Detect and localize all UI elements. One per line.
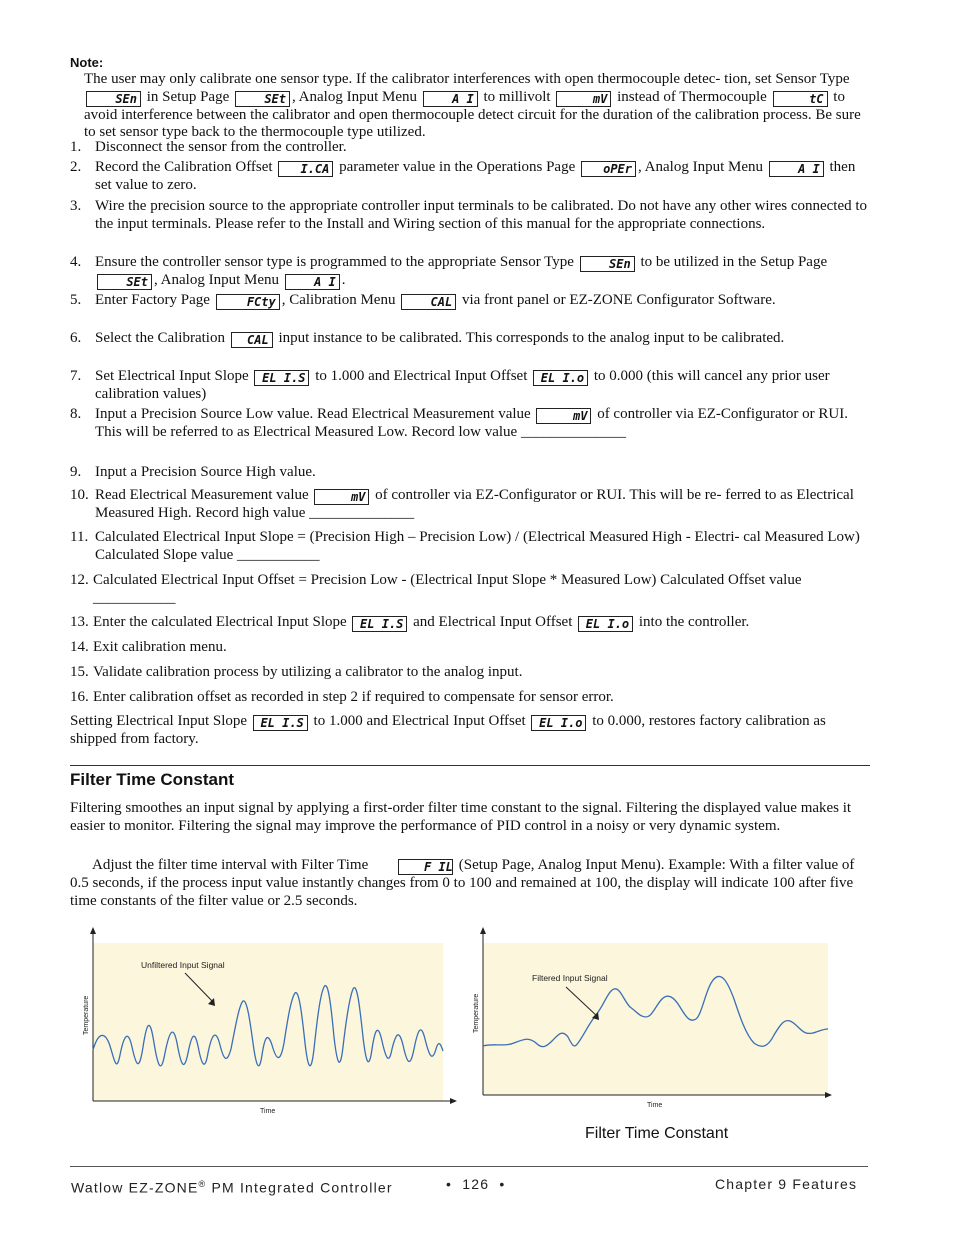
step-number: 5. [70,292,82,308]
step-number: 16. [70,689,89,705]
lcd-analog-input-menu: A I [769,161,824,177]
step-number: 1. [70,139,82,155]
lcd-thermocouple: tC [773,91,828,107]
step-text-part: to 1.000 and Electrical Input Offset [315,368,528,384]
step-number: 3. [70,198,82,214]
step-text [95,368,870,404]
annotation-label: Unfiltered Input Signal [141,960,225,970]
note-text: to millivolt [483,88,551,105]
step-text-part: , Analog Input Menu [638,159,763,175]
step-text-part: of controller via EZ-Configurator or RUI. This will be re- ferred to as Electrical Measured High. Record high value ______________ [95,487,854,521]
step-text: Validate calibration process by utilizing a calibrator to the analog input. [93,664,523,680]
step-text [95,159,870,195]
step-text-part: . [341,272,346,288]
step-text [95,292,870,310]
lcd-sensor-type: SEn [86,91,141,107]
filtered-signal-chart [474,925,839,1115]
footer-product [71,1176,393,1197]
filter-paragraph-2 [70,857,870,910]
section-title: Filter Time Constant [70,770,235,789]
lcd-electrical-measurement: mV [314,489,369,505]
step-text-part: Enter Factory Page [95,292,210,308]
step-text-part: into the controller. [638,614,750,630]
restore-text: to 0.000, restores factory calibration as shipped from factory. [70,713,826,747]
step-number: 6. [70,330,82,346]
step-text-part: to be utilized in the Setup Page [640,254,828,270]
step-text: Input a Precision Source High value. [95,464,316,480]
step-text-part: to 0.000 (this will cancel any prior user calibration values) [95,368,830,402]
x-axis-arrow [825,1092,832,1098]
filter-paragraph-1: Filtering smoothes an input signal by applying a first-order filter time constant to the signal. Filtering the displayed value makes it easier to monitor. Filtering the signal may improve the performance of PID control in a noisy or very dynamic system. [70,800,852,834]
footer-divider [70,1166,868,1167]
note-heading: Note: [70,55,104,70]
step-text-part: Set Electrical Input Slope [95,368,249,384]
step-text-part: and Electrical Input Offset [413,614,573,630]
registered-mark: ® [198,1179,207,1189]
step-text: Wire the precision source to the appropriate controller input terminals to be calibrated. Do not have any other wires connected to the input terminals. Please refer to the Install and Wiring section of this manual for the appropriate connections. [95,198,868,232]
note-text: in Setup Page [146,88,230,105]
lcd-analog-input-menu: A I [423,91,478,107]
step-text-part: , Analog Input Menu [154,272,279,288]
page-number: • 126 • [446,1176,506,1192]
step-number: 2. [70,159,82,175]
lcd-electrical-measurement: mV [536,408,591,424]
step-text-part: Select the Calibration [95,330,225,346]
step-text-part: via front panel or EZ-ZONE Configurator Software. [461,292,776,308]
filter-text: (Setup Page, Analog Input Menu). Example: With a filter value of 0.5 seconds, if the process input value instantly changes from 0 to 100 and remained at 100, the display will indicate 100 after five time constants of the filter value or 2.5 seconds. [70,857,855,909]
note-text: , Analog Input Menu [292,88,417,105]
plot-background [483,943,828,1095]
step-text-part: Ensure the controller sensor type is programmed to the appropriate Sensor Type [95,254,574,270]
step-number: 4. [70,254,82,270]
step-text: Enter calibration offset as recorded in step 2 if required to compensate for sensor error. [93,689,614,705]
step-text: Calculated Electrical Input Slope = (Precision High – Precision Low) / (Electrical Measured High - Electri- cal Measured Low) Calculated Slope value ___________ [95,529,860,563]
y-axis-label: Temperature [473,993,480,1033]
x-axis-label: Time [260,1108,276,1115]
annotation-label: Filtered Input Signal [532,973,608,983]
note-body [84,71,870,142]
lcd-electrical-input-slope: EL I.S [254,370,309,386]
lcd-electrical-input-slope: EL I.S [253,715,308,731]
step-number: 15. [70,664,89,680]
footer-chapter: Chapter 9 Features [715,1176,858,1192]
y-axis-arrow [480,927,486,934]
step-text-part: Read Electrical Measurement value [95,487,309,503]
x-axis-arrow [450,1098,457,1104]
lcd-millivolt: mV [556,91,611,107]
lcd-calibration: CAL [231,332,273,348]
lcd-calibration-offset: I.CA [278,161,333,177]
step-text-part: Record the Calibration Offset [95,159,273,175]
section-divider [70,765,870,766]
step-text-part: parameter value in the Operations Page [339,159,576,175]
note-text: instead of Thermocouple [617,88,767,105]
step-text [95,330,870,348]
lcd-electrical-input-offset: EL I.o [533,370,588,386]
lcd-electrical-input-slope: EL I.S [352,616,407,632]
lcd-setup-page: SEt [235,91,290,107]
step-number: 12. [70,572,89,588]
lcd-calibration-menu: CAL [401,294,456,310]
step-text-part: of controller via EZ-Configurator or RUI. This will be referred to as Electrical Measured Low. Record low value ______________ [95,406,848,440]
step-number: 11. [70,529,89,545]
step-text [93,614,868,632]
lcd-electrical-input-offset: EL I.o [531,715,586,731]
restore-paragraph [70,713,870,749]
y-axis-arrow [90,927,96,934]
step-text: Disconnect the sensor from the controller. [95,139,347,155]
restore-text: to 1.000 and Electrical Input Offset [313,713,526,729]
lcd-filter-time: F IL [398,859,453,875]
lcd-electrical-input-offset: EL I.o [578,616,633,632]
step-text-part: Enter the calculated Electrical Input Slope [93,614,347,630]
step-number: 10. [70,487,89,503]
step-text: Calculated Electrical Input Offset = Precision Low - (Electrical Input Slope * Measured Low) Calculated Offset value ___________ [93,572,802,606]
lcd-factory-page: FCty [216,294,280,310]
x-axis-label: Time [647,1102,663,1109]
step-number: 8. [70,406,82,422]
footer-product-name: Watlow EZ-ZONE [71,1179,199,1196]
note-text: to avoid interference between the calibrator and open thermocouple detect circuit for the duration of the calibration process. Be sure to set sensor type back to the thermocouple type utilized. [84,88,861,140]
step-number: 7. [70,368,82,384]
step-text [95,487,870,523]
figure-caption: Filter Time Constant [585,1125,729,1142]
step-number: 13. [70,614,89,630]
y-axis-label: Temperature [83,995,90,1035]
step-text-part: , Calibration Menu [281,292,396,308]
step-text-part: input instance to be calibrated. This corresponds to the analog input to be calibrated. [278,330,785,346]
lcd-sensor-type: SEn [580,256,635,272]
step-number: 14. [70,639,89,655]
step-number: 9. [70,464,82,480]
unfiltered-signal-chart [84,925,464,1120]
note-text: The user may only calibrate one sensor type. If the calibrator interferences with open thermocouple detec- tion, set Sensor Type [84,71,850,87]
lcd-analog-input-menu: A I [285,274,340,290]
step-text [95,254,870,290]
lcd-operations-page: oPEr [581,161,636,177]
lcd-setup-page: SEt [97,274,152,290]
filter-text: Adjust the filter time interval with Filter Time [92,857,369,873]
footer-product-rest: PM Integrated Controller [206,1179,393,1196]
step-text-part: then set value to zero. [95,159,856,193]
step-text [95,406,870,442]
step-text: Exit calibration menu. [93,639,227,655]
step-text-part: Input a Precision Source Low value. Read Electrical Measurement value [95,406,531,422]
restore-text: Setting Electrical Input Slope [70,713,248,729]
